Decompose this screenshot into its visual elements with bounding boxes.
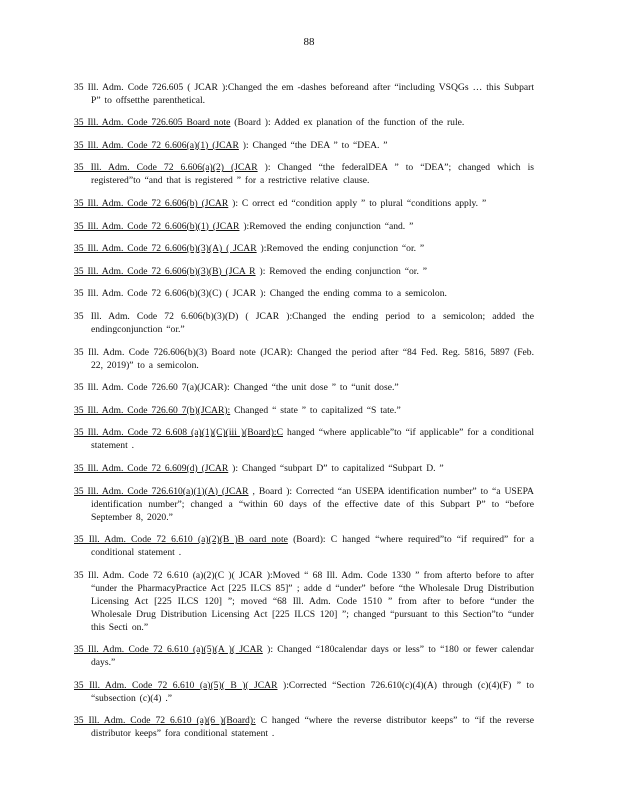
change-description: ):Changed the em -dashes beforeand after “including VSQGs … this Subpart P” to offsetthe parenthetical.	[91, 81, 534, 106]
amendment-entry	[74, 139, 534, 152]
amendment-entry	[74, 161, 534, 187]
citation: 35 Ill. Adm. Code 72 6.606(b)(3)(B) (JCA R	[74, 265, 256, 277]
citation: 35 Ill. Adm. Code 72 6.606(b)(3)(C) ( JCAR	[74, 288, 257, 300]
citation: 35 Ill. Adm. Code 726.606(b)(3) Board note (JCAR):	[74, 346, 293, 358]
citation: 35 Ill. Adm. Code 726.610(a)(1)(A) (JCAR	[74, 485, 249, 497]
citation: 35 Ill. Adm. Code 726.605 Board note	[74, 117, 231, 129]
change-description: ):Changed the ending period to a semicolon; added the endingconjunction “or.”	[91, 310, 534, 335]
amendment-entry	[74, 485, 534, 524]
change-description: (Board): C hanged “where required”to “if required” for a conditional statement .	[91, 534, 534, 559]
citation: 35 Ill. Adm. Code 726.605 ( JCAR	[74, 81, 218, 93]
citation: 35 Ill. Adm. Code 72 6.610 (a)(5)( B )( JCAR	[74, 679, 278, 691]
citation: 35 Ill. Adm. Code 72 6.610 (a)(5)(A )( JCAR	[74, 644, 263, 656]
amendment-entry	[74, 310, 534, 336]
amendment-entry	[74, 569, 534, 634]
citation: 35 Ill. Adm. Code 726.60 7(a)(JCAR):	[74, 382, 230, 394]
citation: 35 Ill. Adm. Code 72 6.606(a)(2) (JCAR	[74, 162, 258, 174]
change-description: ):Moved “ 68 Ill. Adm. Code 1330 ” from afterto before to after “under the PharmacyPractice Act [225 ILCS 85]” ; adde d “under” before “the Wholesale Drug Distribution Licensing Act [225 ILCS 120] ”; moved “68 Ill. Adm. Code 1510 ” from after to before “under the Wholesale Drug Distribution Licensing Act [225 ILCS 120] ”; changed “pursuant to this Section”to “under this Secti on.”	[91, 569, 534, 633]
change-description: , Board ): Corrected “an USEPA identification number” to “a USEPA identification number”; changed a “within 60 days of the effective date of this Subpart P” to “before September 8, 2020.”	[91, 485, 534, 523]
change-description: ):Removed the ending conjunction “and. ”	[243, 220, 414, 232]
amendment-entry	[74, 287, 534, 300]
change-description: ): Changed the ending comma to a semicolon.	[260, 288, 447, 300]
citation: 35 Ill. Adm. Code 72 6.606(b)(3)(A) ( JCAR	[74, 243, 257, 255]
amendment-entry	[74, 462, 534, 475]
change-description: Changed “ state ” to capitalized “S tate.”	[234, 404, 401, 416]
amendment-entry	[74, 116, 534, 129]
amendment-entry	[74, 426, 534, 452]
change-description: ): Changed “180calendar days or less” to “180 or fewer calendar days.”	[91, 644, 535, 669]
amendment-entry	[74, 81, 534, 107]
citation: 35 Ill. Adm. Code 72 6.610 (a)(2)(B )B oard note	[74, 534, 288, 546]
amendment-entry	[74, 346, 534, 372]
amendment-entry	[74, 643, 534, 669]
change-description: hanged “where applicable”to “if applicable” for a conditional statement .	[91, 427, 535, 452]
citation: 35 Ill. Adm. Code 72 6.606(b)(1) (JCAR	[74, 220, 240, 232]
amendment-entry	[74, 242, 534, 255]
citation: 35 Ill. Adm. Code 72 6.606(a)(1) (JCAR	[74, 139, 239, 151]
citation: 35 Ill. Adm. Code 726.60 7(b)(JCAR):	[74, 404, 231, 416]
citation: 35 Ill. Adm. Code 72 6.606(b)(3)(D) ( JCAR	[74, 310, 280, 322]
citation: 35 Ill. Adm. Code 72 6.608 (a)(1)(C)(iii )(Board):C	[74, 427, 283, 439]
citation: 35 Ill. Adm. Code 72 6.610 (a)(2)(C )( JCAR	[74, 569, 263, 581]
amendment-entry	[74, 220, 534, 233]
change-description: ):Corrected “Section 726.610(c)(4)(A) through (c)(4)(F) ” to “subsection (c)(4) .”	[91, 679, 534, 704]
change-description: Changed the period after “84 Fed. Reg. 5816, 5897 (Feb. 22, 2019)” to a semicolon.	[91, 346, 534, 371]
change-description: Changed “the unit dose ” to “unit dose.”	[233, 382, 399, 394]
amendment-list	[74, 71, 534, 747]
citation: 35 Ill. Adm. Code 72 6.609(d) (JCAR	[74, 462, 229, 474]
amendment-entry	[74, 679, 534, 705]
amendment-entry	[74, 265, 534, 278]
amendment-entry	[74, 381, 534, 394]
amendment-entry	[74, 197, 534, 210]
amendment-entry	[74, 714, 534, 740]
change-description: C hanged “where the reverse distributor keeps” to “if the reverse distributor keeps” fora conditional statement .	[91, 715, 534, 740]
citation: 35 Ill. Adm. Code 72 6.610 (a)(6 )(Board):	[74, 715, 256, 727]
change-description: ):Removed the ending conjunction “or. ”	[260, 243, 425, 255]
change-description: ): Changed “subpart D” to capitalized “Subpart D. ”	[232, 462, 444, 474]
change-description: ): Removed the ending conjunction “or. ”	[259, 265, 428, 277]
change-description: (Board ): Added ex planation of the function of the rule.	[234, 117, 465, 129]
citation: 35 Ill. Adm. Code 72 6.606(b) (JCAR	[74, 197, 229, 209]
change-description: ): C orrect ed “condition apply ” to plural “conditions apply. ”	[232, 197, 487, 209]
amendment-entry	[74, 533, 534, 559]
change-description: ): Changed “the federalDEA ” to “DEA”; changed which is registered”to “and that is registered ” for a restrictive relative clause.	[91, 162, 534, 187]
change-description: ): Changed “the DEA ” to “DEA. ”	[242, 139, 388, 151]
page-number: 88	[303, 36, 315, 48]
amendment-entry	[74, 404, 534, 417]
